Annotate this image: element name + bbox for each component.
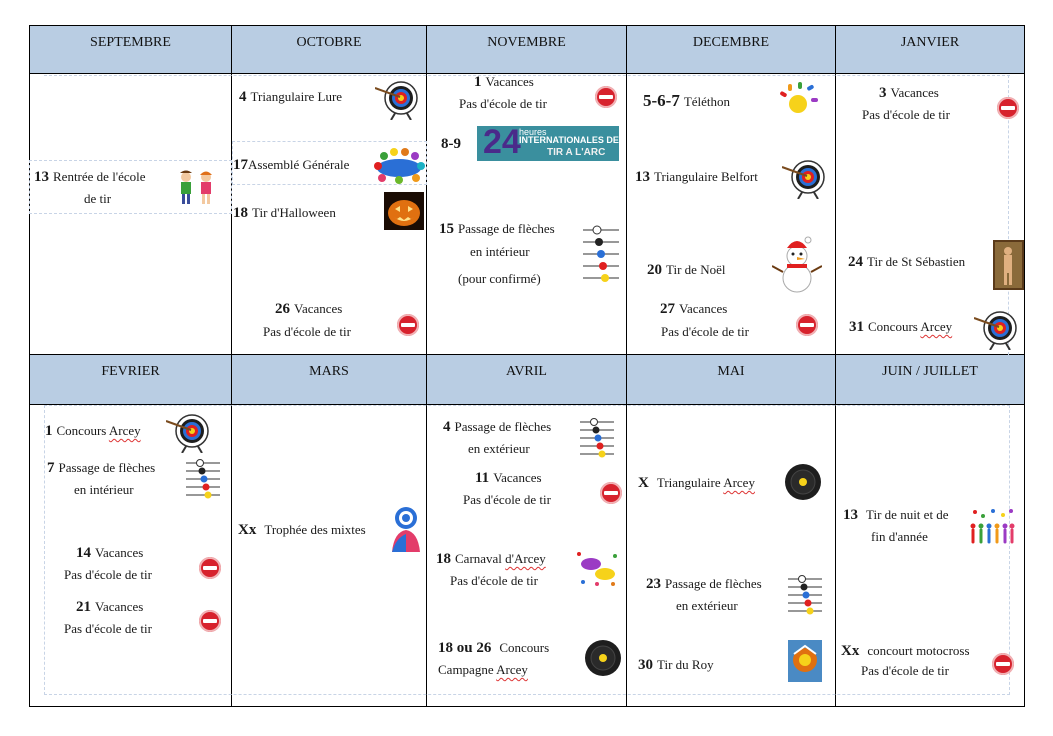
event-text: Carnaval	[455, 551, 502, 566]
event-text: Passage de flèches	[454, 419, 552, 434]
archery-target-icon	[375, 80, 425, 120]
event-motocross	[841, 640, 970, 662]
event-triangulaire-lure	[239, 86, 342, 108]
event-date: 30	[638, 657, 653, 673]
event-sub: Pas d'école de tir	[64, 621, 152, 636]
children-icon	[174, 170, 220, 208]
event-date: 18 ou 26	[438, 640, 492, 656]
event-vacances-feb-21	[76, 596, 143, 618]
month-header-fevrier: FEVRIER	[30, 355, 232, 404]
field-target-icon	[784, 463, 822, 501]
month-header-avril: AVRIL	[427, 355, 627, 404]
event-date: 7	[47, 460, 55, 476]
event-date: 17	[233, 157, 248, 173]
event-sub: Pas d'école de tir	[459, 96, 547, 111]
event-date: 13	[843, 507, 858, 523]
event-tir-du-roy	[638, 654, 714, 676]
event-text: Passage de flèches	[458, 221, 555, 236]
no-entry-icon	[397, 314, 419, 336]
event-sub: Pas d'école de tir	[450, 573, 538, 588]
no-entry-icon	[997, 97, 1019, 119]
event-date: 24	[848, 254, 863, 270]
meeting-icon	[372, 146, 426, 184]
month-header-novembre: NOVEMBRE	[427, 26, 627, 73]
month-header-mai: MAI	[627, 355, 836, 404]
archery-target-icon	[782, 159, 832, 199]
event-place: Arcey	[723, 475, 755, 490]
no-entry-icon	[600, 482, 622, 504]
event-date: 23	[646, 576, 661, 592]
arrow-feathers-icon	[583, 224, 619, 286]
event-concours-campagne	[438, 637, 549, 659]
event-trophee-mixtes	[238, 519, 366, 541]
event-date: X	[638, 475, 649, 491]
event-tir-halloween	[233, 202, 336, 224]
event-concours-arcey-feb	[45, 420, 141, 442]
event-text: Vacances	[294, 301, 343, 316]
event-date: 4	[239, 89, 247, 105]
event-text: Trophée des mixtes	[264, 522, 366, 537]
event-tir-noel	[647, 259, 725, 281]
bird-target-icon	[788, 640, 822, 682]
event-place: Arcey	[920, 319, 953, 334]
logo-text: TIR A L'ARC	[547, 147, 606, 158]
event-date: 5-6-7	[643, 91, 680, 110]
event-text: Téléthon	[683, 94, 731, 109]
event-place: Arcey	[108, 423, 141, 438]
event-carnaval	[436, 548, 546, 570]
month-header-juin-juillet: JUIN / JUILLET	[836, 355, 1024, 404]
event-text: Vacances	[95, 545, 144, 560]
event-date: 13	[34, 169, 49, 185]
month-header-septembre: SEPTEMBRE	[30, 26, 232, 73]
event-date: 8-9	[441, 136, 461, 152]
grid-line	[29, 354, 1025, 355]
carnival-icon	[575, 550, 619, 588]
event-text: Vacances	[485, 74, 534, 89]
24h-logo	[477, 126, 619, 161]
month-header-janvier: JANVIER	[836, 26, 1024, 73]
event-text: Concours	[868, 319, 918, 334]
event-sub	[438, 659, 528, 681]
event-date: 21	[76, 599, 91, 615]
event-text: Tir du Roy	[657, 657, 714, 672]
event-24h-date	[441, 133, 465, 155]
event-text: Vacances	[679, 301, 728, 316]
month-header-mars: MARS	[232, 355, 427, 404]
month-header-decembre: DECEMBRE	[627, 26, 836, 73]
event-sub: Pas d'école de tir	[862, 107, 950, 122]
event-sub: en intérieur	[470, 244, 530, 259]
grid-line	[231, 25, 232, 707]
event-sub: en intérieur	[74, 482, 134, 497]
field-target-icon	[584, 639, 622, 677]
no-entry-icon	[992, 653, 1014, 675]
no-entry-icon	[199, 557, 221, 579]
event-vacances-feb-14	[76, 542, 143, 564]
event-vacances-oct	[275, 298, 342, 320]
event-text: Tir de Noël	[666, 262, 726, 277]
event-rentree	[34, 166, 146, 188]
event-date: 26	[275, 301, 290, 317]
telethon-logo-icon	[778, 82, 818, 118]
event-date: 15	[439, 221, 454, 237]
event-passage-fleches-feb	[47, 457, 155, 479]
event-sub: Pas d'école de tir	[64, 567, 152, 582]
event-text: Campagne	[438, 662, 494, 677]
event-date: Xx	[238, 522, 257, 538]
event-concours-arcey-jan	[849, 316, 952, 338]
arrow-feathers-icon	[186, 459, 220, 499]
event-rentree-line2: de tir	[84, 191, 112, 206]
event-text: Triangulaire Belfort	[654, 169, 758, 184]
event-date: Xx	[841, 643, 860, 659]
logo-text: INTERNATIONALES DE	[519, 135, 619, 145]
event-triangulaire-arcey	[638, 472, 755, 494]
grid-line	[626, 25, 627, 707]
event-triangulaire-belfort	[635, 166, 758, 188]
event-text: Triangulaire Lure	[250, 89, 343, 104]
event-text: Rentrée de l'école	[53, 169, 146, 184]
grid-line	[835, 25, 836, 707]
event-text: concourt motocross	[867, 643, 970, 658]
no-entry-icon	[796, 314, 818, 336]
arrow-feathers-icon	[788, 575, 822, 615]
event-date: 11	[475, 470, 490, 486]
event-date: 3	[879, 85, 887, 101]
event-date: 14	[76, 545, 91, 561]
event-date: 1	[474, 74, 482, 90]
event-date: 31	[849, 319, 864, 335]
event-sub: Pas d'école de tir	[463, 492, 551, 507]
pumpkin-icon	[384, 192, 424, 230]
event-date: 18	[233, 205, 248, 221]
event-vacances-jan	[879, 82, 939, 104]
event-passage-fleches-may	[646, 573, 762, 595]
event-sub: en extérieur	[676, 598, 738, 613]
event-text: Vacances	[493, 470, 542, 485]
event-vacances-apr	[475, 467, 542, 489]
event-text: Concours	[499, 640, 550, 655]
event-sub: Pas d'école de tir	[861, 663, 949, 678]
saint-sebastien-painting-icon	[993, 240, 1024, 290]
event-text: Vacances	[890, 85, 939, 100]
event-sub: en extérieur	[468, 441, 530, 456]
event-date: 27	[660, 301, 675, 317]
event-passage-fleches-apr	[443, 416, 551, 438]
event-place: d'Arcey	[505, 551, 546, 566]
event-vacances-nov	[474, 71, 534, 93]
event-date: 20	[647, 262, 662, 278]
event-text: Assemblé Générale	[248, 157, 350, 172]
event-assemblee-generale	[233, 154, 349, 176]
grid-line	[29, 404, 1025, 405]
event-text: Tir de St Sébastien	[867, 254, 966, 269]
grid-line	[426, 25, 427, 707]
event-date: 4	[443, 419, 451, 435]
event-text: Passage de flèches	[665, 576, 762, 591]
event-vacances-dec	[660, 298, 727, 320]
no-entry-icon	[199, 610, 221, 632]
event-date: 18	[436, 551, 451, 567]
archery-target-icon	[974, 310, 1024, 350]
snowman-icon	[772, 236, 822, 294]
no-entry-icon	[595, 86, 617, 108]
event-sub: fin d'année	[871, 529, 928, 544]
month-header-octobre: OCTOBRE	[232, 26, 427, 73]
event-text: Tir d'Halloween	[252, 205, 336, 220]
arrow-feathers-icon	[580, 418, 614, 458]
event-text: Vacances	[95, 599, 144, 614]
event-date: 1	[45, 423, 53, 439]
event-text: Tir de nuit et de	[866, 507, 949, 522]
event-place: Arcey	[496, 662, 528, 677]
event-tir-de-nuit	[843, 504, 949, 526]
logo-big-number: 24	[483, 126, 521, 161]
mixed-trophy-logo-icon	[388, 504, 424, 552]
event-sub: Pas d'école de tir	[661, 324, 749, 339]
event-sub: (pour confirmé)	[458, 271, 541, 286]
archery-target-icon	[166, 413, 216, 453]
event-text: Concours	[56, 423, 107, 438]
logo-text: heures	[519, 127, 547, 137]
event-sub: Pas d'école de tir	[263, 324, 351, 339]
party-crowd-icon	[969, 508, 1015, 546]
event-telethon	[643, 90, 730, 113]
event-text: Passage de flèches	[58, 460, 156, 475]
event-text: Triangulaire	[656, 475, 721, 490]
event-passage-fleches-nov	[439, 218, 555, 240]
event-st-sebastien	[848, 251, 965, 273]
event-date: 13	[635, 169, 650, 185]
